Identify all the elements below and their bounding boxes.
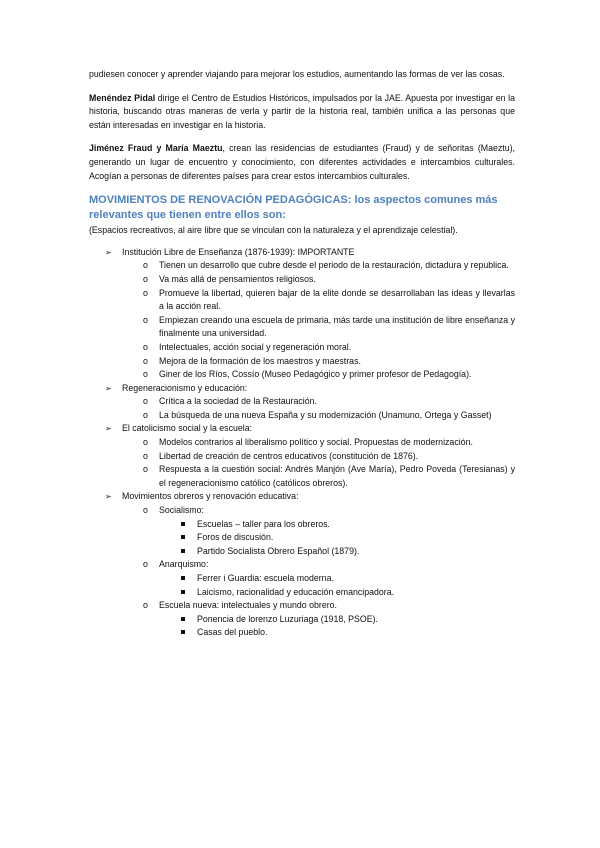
- square-bullet-icon: [181, 576, 185, 580]
- paragraph-intro: pudiesen conocer y aprender viajando para mejorar los estudios, aumentando las formas de ver las cosas.: [89, 69, 505, 79]
- list-item-text: Empiezan creando una escuela de primaria, más tarde una institución de libre enseñanza y finalmente una universidad.: [159, 314, 515, 339]
- list-item-text: Va más allá de pensamientos religiosos.: [159, 273, 316, 284]
- list-item-text: La búsqueda de una nueva España y su modernización (Unamuno, Ortega y Gasset): [159, 409, 492, 420]
- list-item: [122, 287, 515, 314]
- circle-bullet-icon: o: [143, 396, 148, 407]
- arrow-bullet-icon: ➢: [105, 247, 112, 257]
- list-item-text: Ferrer i Guardia: escuela moderna.: [197, 573, 334, 583]
- paragraph-jimenez-fraud: [89, 142, 515, 183]
- sublist: [122, 504, 515, 640]
- bold-name: Jiménez Fraud y María Maeztu: [89, 143, 223, 154]
- list-item-socialismo: [122, 504, 515, 558]
- list-item-text: Foros de discusión.: [197, 532, 274, 543]
- list-item-text: Respuesta a la cuestión social: Andrés Manjón (Ave María), Pedro Poveda (Teresianas) y el regeneracionismo católico (católicos obreros).: [159, 464, 515, 488]
- list-item-title: Movimientos obreros y renovación educativa:: [122, 491, 299, 502]
- section-heading: MOVIMIENTOS DE RENOVACIÓN PEDAGÓGICAS: los aspectos comunes más relevantes que tienen entre ellos son:: [89, 194, 498, 222]
- circle-bullet-icon: o: [143, 450, 148, 461]
- list-item: [122, 259, 515, 273]
- sublist: [122, 436, 515, 490]
- bold-name: Menéndez Pidal: [89, 92, 156, 103]
- list-item: [159, 531, 515, 545]
- square-bullet-icon: [181, 630, 185, 634]
- list-item-text: Promueve la libertad, quieren bajar de la elite donde se desarrollaban las ideas y llevarlas a la acción real.: [159, 287, 515, 312]
- list-item: [159, 586, 515, 600]
- sublist: [122, 259, 515, 381]
- list-item-title: Regeneracionismo y educación:: [122, 382, 248, 393]
- circle-bullet-icon: o: [143, 464, 148, 475]
- arrow-bullet-icon: ➢: [105, 383, 112, 393]
- list-item-text: Tienen un desarrollo que cubre desde el periodo de la restauración, dictadura y republica.: [159, 260, 509, 271]
- sub-sublist: [159, 518, 515, 559]
- list-item: [122, 409, 515, 423]
- list-item-text: Intelectuales, acción social y regeneración moral.: [159, 341, 352, 352]
- list-item: [122, 341, 515, 355]
- square-bullet-icon: [181, 590, 185, 594]
- list-item-text: Anarquismo:: [159, 559, 209, 570]
- circle-bullet-icon: o: [143, 341, 148, 352]
- document-page: [89, 68, 515, 640]
- circle-bullet-icon: o: [143, 409, 148, 420]
- sub-sublist: [159, 572, 515, 599]
- circle-bullet-icon: o: [143, 505, 148, 516]
- list-item-text: Socialismo:: [159, 505, 204, 516]
- circle-bullet-icon: o: [143, 287, 148, 298]
- circle-bullet-icon: o: [143, 273, 148, 284]
- list-item-text: Modelos contrarios al liberalismo político y social. Propuestas de modernización.: [159, 437, 473, 448]
- list-item: [122, 314, 515, 341]
- square-bullet-icon: [181, 535, 185, 539]
- list-item: [122, 355, 515, 369]
- list-item: [159, 613, 515, 627]
- list-item: [159, 626, 515, 640]
- list-item-regeneracionismo: [89, 382, 515, 423]
- list-item: [122, 395, 515, 409]
- list-item: [159, 518, 515, 532]
- list-item-text: Libertad de creación de centros educativos (constitución de 1876).: [159, 450, 419, 461]
- subnote: (Espacios recreativos, al aire libre que se vinculan con la naturaleza y el aprendizaje celestial).: [89, 225, 458, 236]
- list-item-escuela-nueva: [122, 599, 515, 640]
- list-item: [122, 368, 515, 382]
- list-item: [159, 545, 515, 559]
- list-item-title: Institución Libre de Enseñanza (1876-1939): IMPORTANTE: [122, 246, 355, 257]
- list-item-text: Laicismo, racionalidad y educación emancipadora.: [197, 586, 395, 597]
- paragraph-text: , crean las residencias de estudiantes (Fraud) y de señoritas (Maeztu), generando un lugar de encuentro y conocimiento, con diferentes actividades e intercambios culturales. Acogían a personas de diferentes países para crear estos intercambios culturales.: [89, 143, 515, 181]
- circle-bullet-icon: o: [143, 355, 148, 366]
- circle-bullet-icon: o: [143, 600, 148, 611]
- list-item-text: Escuelas – taller para los obreros.: [197, 518, 330, 529]
- paragraph-menendez-pidal: [89, 92, 515, 133]
- square-bullet-icon: [181, 549, 185, 553]
- list-item-text: Casas del pueblo.: [197, 627, 268, 638]
- list-item-text: Ponencia de lorenzo Luzuriaga (1918, PSOE).: [197, 613, 378, 624]
- square-bullet-icon: [181, 617, 185, 621]
- circle-bullet-icon: o: [143, 260, 148, 271]
- list-item-text: Partido Socialista Obrero Español (1879).: [197, 545, 360, 556]
- list-item: [122, 463, 515, 490]
- list-item-catolicismo: [89, 422, 515, 490]
- arrow-bullet-icon: ➢: [105, 492, 112, 502]
- circle-bullet-icon: o: [143, 559, 148, 570]
- list-item-text: Giner de los Ríos, Cossío (Museo Pedagógico y primer profesor de Pedagogía).: [159, 369, 472, 380]
- list-item-ile: [89, 246, 515, 382]
- list-item-text: Escuela nueva: intelectuales y mundo obrero.: [159, 600, 337, 611]
- square-bullet-icon: [181, 522, 185, 526]
- list-item: [159, 572, 515, 586]
- circle-bullet-icon: o: [143, 437, 148, 448]
- list-item: [122, 450, 515, 464]
- list-item-anarquismo: [122, 558, 515, 599]
- list-item-title: El catolicismo social y la escuela:: [122, 423, 253, 434]
- list-item-movimientos-obreros: [89, 490, 515, 640]
- list-item: [122, 273, 515, 287]
- movements-list: [89, 246, 515, 640]
- list-item-text: Mejora de la formación de los maestros y maestras.: [159, 355, 361, 366]
- list-item-text: Crítica a la sociedad de la Restauración.: [159, 396, 317, 407]
- circle-bullet-icon: o: [143, 369, 148, 380]
- paragraph-text: dirige el Centro de Estudios Históricos, impulsados por la JAE. Apuesta por investigar en la historia, buscando otras maneras de verla y partir de la historia real, también unifica a las personas que están interesadas en investigar en la historia.: [89, 92, 515, 130]
- sub-sublist: [159, 613, 515, 640]
- circle-bullet-icon: o: [143, 314, 148, 325]
- sublist: [122, 395, 515, 422]
- list-item: [122, 436, 515, 450]
- arrow-bullet-icon: ➢: [105, 424, 112, 434]
